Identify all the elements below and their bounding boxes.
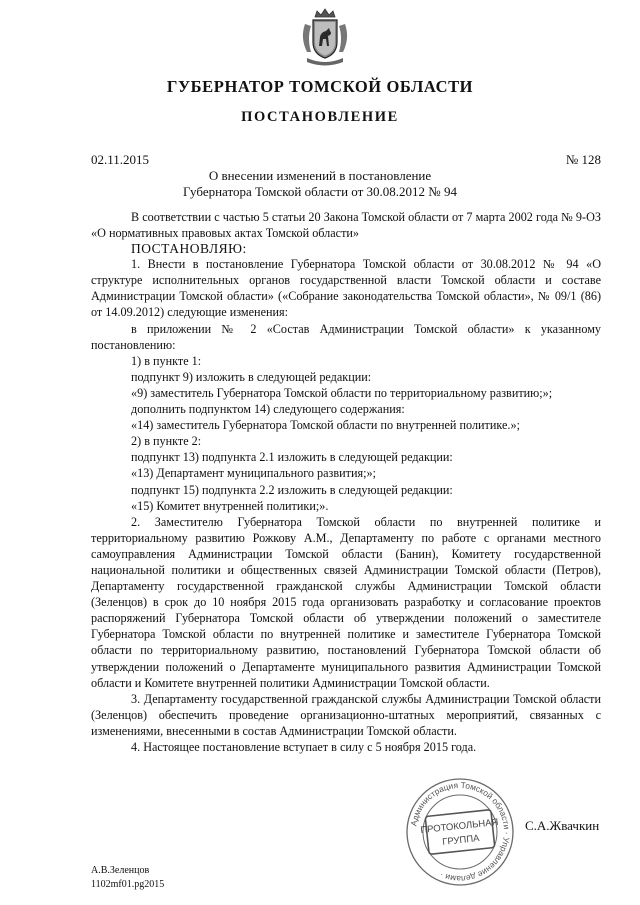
item-2: 2) в пункте 2:	[131, 434, 202, 449]
document-date: 02.11.2015	[91, 152, 150, 167]
stamp-line-2: ГРУППА	[441, 833, 481, 848]
intro-paragraph: В соответствии с частью 5 статьи 20 Закона Томской области от 7 марта 2002 года № 9-ОЗ «О нормативных правовых актах Томской области»	[91, 210, 601, 241]
document-body	[91, 209, 601, 755]
item-1: 1) в пункте 1:	[131, 353, 202, 368]
file-reference: 1102mf01.pg2015	[91, 879, 165, 890]
item-1-sub-b: «9) заместитель Губернатора Томской области по территориальному развитию;»;	[131, 385, 553, 400]
tomsk-coat-of-arms-icon	[299, 8, 351, 68]
issuer-title: ГУБЕРНАТОР ТОМСКОЙ ОБЛАСТИ	[166, 77, 474, 96]
paragraph-4: 4. Настоящее постановление вступает в силу с 5 ноября 2015 года.	[131, 740, 477, 754]
item-1-sub-a: подпункт 9) изложить в следующей редакции:	[131, 369, 372, 384]
document-subject	[0, 168, 640, 200]
decree-word: ПОСТАНОВЛЯЮ:	[131, 241, 247, 257]
subject-line-2: Губернатора Томской области от 30.08.2012 № 94	[183, 184, 457, 199]
stamp-ring-text: Администрация Томской области · Управление делами ·	[408, 779, 513, 885]
item-2-sub-b: «13) Департамент муниципального развития;»;	[131, 466, 376, 481]
executor-name: А.В.Зеленцов	[91, 865, 150, 876]
subject-line-1: О внесении изменений в постановление	[208, 168, 432, 183]
document-number: № 128	[565, 152, 601, 167]
item-2-sub-d: «15) Комитет внутренней политики;».	[131, 498, 329, 513]
signatory-name: С.А.Жвачкин	[525, 818, 600, 833]
paragraph-2: 2. Заместителю Губернатора Томской области по внутренней политике и территориальному развитию Рожкову А.М., Департаменту по работе с органами местного самоуправления Администрации Томской области (Банин), Комитету государственной национальной политики и общественных связей Администрации Томской области (Петров), Департаменту государственной гражданской службы Администрации Томской области (Зеленцов) в срок до 10 ноября 2015 года организовать разработку и согласование проектов распоряжений Губернатора Томской области об утверждении положений о заместителе Губернатора Томской области по внутренней политике и заместителе Губернатора Томской области по территориальному развитию, постановлений Губернатора Томской области об утверждении положений о Департаменте муниципального развития Администрации Томской области и Комитете внутренней политики Администрации Томской области.	[91, 514, 601, 690]
item-2-sub-c: подпункт 15) подпункта 2.2 изложить в следующей редакции:	[131, 482, 453, 497]
item-1-sub-c: дополнить подпунктом 14) следующего содержания:	[131, 402, 405, 417]
item-1-sub-d: «14) заместитель Губернатора Томской области по внутренней политике.»;	[131, 418, 520, 433]
paragraph-1-annex: в приложении № 2 «Состав Администрации Томской области» к указанному постановлению:	[91, 321, 601, 352]
item-2-sub-a: подпункт 13) подпункта 2.1 изложить в следующей редакции:	[131, 450, 453, 465]
document-type: ПОСТАНОВЛЕНИЕ	[241, 109, 399, 125]
footer-executor-block	[91, 864, 164, 892]
official-stamp	[404, 773, 516, 891]
stamp-line-1: ПРОТОКОЛЬНАЯ	[419, 816, 499, 837]
paragraph-1: 1. Внести в постановление Губернатора Томской области от 30.08.2012 № 94 «О структуре исполнительных органов государственной власти Томской области и составе Администрации Томской области» («Собрание законодательства Томской области», № 09/1 (86) от 14.09.2012) следующие изменения:	[91, 257, 601, 320]
paragraph-3: 3. Департаменту государственной гражданской службы Администрации Томской области (Зеленцов) обеспечить проведение организационно-штатных мероприятий, связанных с изменениями, внесенными в состав Администрации Томской области.	[91, 691, 601, 738]
